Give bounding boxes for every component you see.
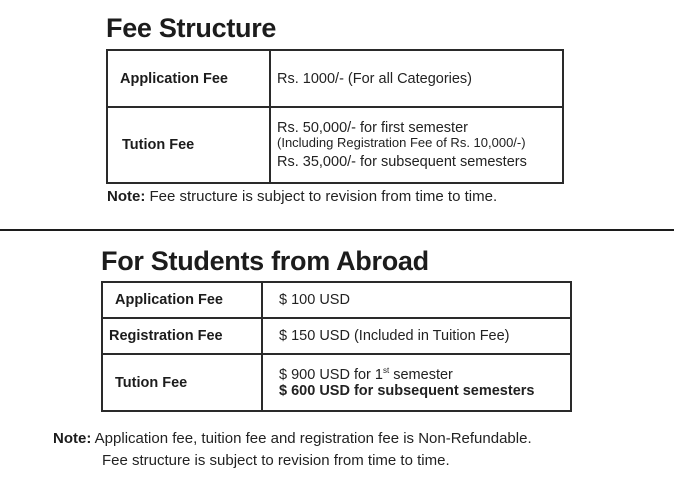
note-label: Note: — [53, 430, 92, 447]
fee-structure-note — [107, 188, 497, 205]
subsequent-semester-fee: $ 600 USD for subsequent semesters — [279, 382, 535, 399]
tuition-fee-value — [270, 107, 563, 183]
table-row — [102, 318, 571, 354]
tuition-fee-label: Tution Fee — [102, 354, 262, 411]
note-line-2: Fee structure is subject to revision from time to time. — [102, 452, 450, 469]
application-fee-label: Application Fee — [102, 282, 262, 318]
note-text: Fee structure is subject to revision from time to time. — [145, 188, 498, 205]
tuition-fee-value — [262, 354, 571, 411]
registration-fee-value: $ 150 USD (Included in Tuition Fee) — [262, 318, 571, 354]
abroad-fee-table — [101, 281, 572, 412]
application-fee-label: Application Fee — [107, 50, 270, 107]
fee-structure-title: Fee Structure — [106, 13, 277, 43]
abroad-fee-note — [53, 428, 532, 472]
application-fee-value: $ 100 USD — [262, 282, 571, 318]
tuition-fee-label: Tution Fee — [107, 107, 270, 183]
first-semester-fee: Rs. 50,000/- for first semester — [277, 120, 468, 136]
subsequent-semester-fee: Rs. 35,000/- for subsequent semesters — [277, 154, 527, 170]
table-row — [107, 107, 563, 183]
section-divider — [0, 229, 674, 231]
abroad-students-title: For Students from Abroad — [101, 246, 429, 276]
fee-structure-table — [106, 49, 564, 184]
application-fee-value: Rs. 1000/- (For all Categories) — [270, 50, 563, 107]
note-line-1: Application fee, tuition fee and registration fee is Non-Refundable. — [91, 430, 532, 447]
table-row — [102, 282, 571, 318]
first-semester-fee: $ 900 USD for 1st semester — [279, 366, 453, 383]
table-row — [102, 354, 571, 411]
registration-fee-label: Registration Fee — [102, 318, 262, 354]
registration-fee-included: (Including Registration Fee of Rs. 10,000/-) — [277, 135, 526, 150]
note-label: Note: — [107, 188, 146, 205]
table-row — [107, 50, 563, 107]
